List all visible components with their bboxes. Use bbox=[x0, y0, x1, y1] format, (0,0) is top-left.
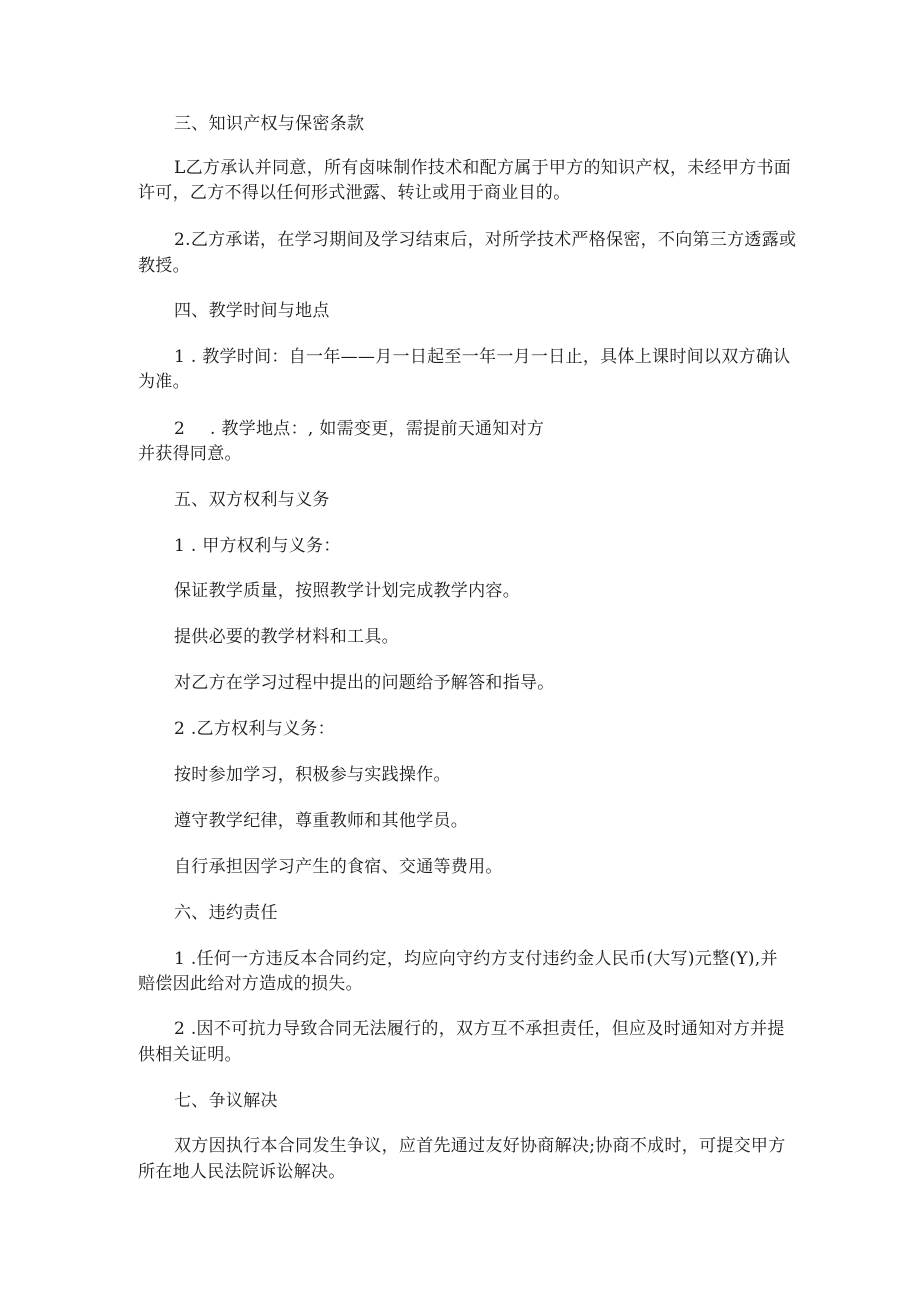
list-item: 提供必要的教学材料和工具。 bbox=[174, 627, 399, 647]
list-item: 按时参加学习，积极参与实践操作。 bbox=[174, 765, 451, 785]
section-heading-teaching-time-place: 四、教学时间与地点 bbox=[174, 301, 330, 321]
paragraph-line: 1 . 教学时间：自一年——月一日起至一年一月一日止，具体上课时间以双方确认 bbox=[174, 347, 791, 367]
list-item: 保证教学质量，按照教学计划完成教学内容。 bbox=[174, 581, 520, 601]
paragraph-line: 为准。 bbox=[138, 372, 190, 392]
list-item: 遵守教学纪律，尊重教师和其他学员。 bbox=[174, 811, 469, 831]
paragraph-line: 2 .因不可抗力导致合同无法履行的，双方互不承担责任，但应及时通知对方并提 bbox=[174, 1019, 785, 1039]
section-heading-dispute-resolution: 七、争议解决 bbox=[174, 1091, 278, 1111]
section-heading-rights-obligations: 五、双方权利与义务 bbox=[174, 490, 330, 510]
section-heading-ip-confidentiality: 三、知识产权与保密条款 bbox=[174, 114, 365, 134]
paragraph-line: 并获得同意。 bbox=[138, 444, 242, 464]
item-number: 2 bbox=[174, 419, 186, 439]
paragraph-line bbox=[174, 418, 544, 440]
section-heading-breach-liability: 六、违约责任 bbox=[174, 903, 278, 923]
paragraph-line: L乙方承认并同意，所有卤味制作技术和配方属于甲方的知识产权，未经甲方书面 bbox=[174, 158, 792, 178]
paragraph-line: 双方因执行本合同发生争议，应首先通过友好协商解决;协商不成时，可提交甲方 bbox=[174, 1136, 786, 1156]
list-item: 自行承担因学习产生的食宿、交通等费用。 bbox=[174, 857, 503, 877]
paragraph-line: 赔偿因此给对方造成的损失。 bbox=[138, 974, 363, 994]
item-text: . 教学地点：, 如需变更，需提前天通知对方 bbox=[210, 419, 545, 439]
paragraph-line: 所在地人民法院诉讼解决。 bbox=[138, 1162, 346, 1182]
paragraph-line: 供相关证明。 bbox=[138, 1045, 242, 1065]
paragraph-line: 2.乙方承诺，在学习期间及学习结束后，对所学技术严格保密，不向第三方透露或 bbox=[174, 230, 797, 250]
subheading-party-b: 2 .乙方权利与义务： bbox=[174, 719, 335, 739]
paragraph-line: 教授。 bbox=[138, 256, 190, 276]
list-item: 对乙方在学习过程中提出的问题给予解答和指导。 bbox=[174, 673, 555, 693]
subheading-party-a: 1 . 甲方权利与义务： bbox=[174, 536, 341, 556]
paragraph-line: 1 .任何一方违反本合同约定，均应向守约方支付违约金人民币(大写)元整(Y),并 bbox=[174, 949, 778, 969]
paragraph-line: 许可，乙方不得以任何形式泄露、转让或用于商业目的。 bbox=[138, 183, 571, 203]
